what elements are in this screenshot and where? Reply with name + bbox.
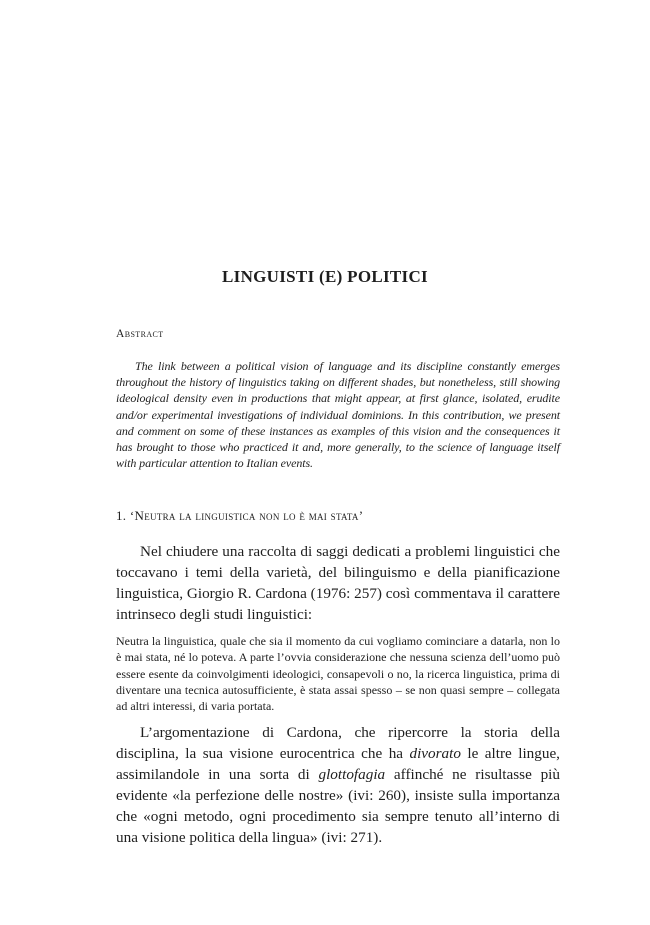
article-title: LINGUISTI (E) POLITICI xyxy=(222,267,428,286)
emphasis-glottofagia: glottofagia xyxy=(318,766,386,783)
body-paragraph-2 xyxy=(116,722,560,848)
paragraph-2-text: affinché ne risultasse più evidente «la perfezione delle nostre» (ivi: 260), insiste sulla importanza che «ogni metodo, ogni procedimento sia sempre tenuto all’interno di una visione politica della lingua» (ivi: 271). xyxy=(116,766,560,846)
abstract-heading: Abstract xyxy=(116,328,164,340)
block-quote: Neutra la linguistica, quale che sia il momento da cui vogliamo cominciare a datarla, non lo è mai stata, né lo poteva. A parte l’ovvia considerazione che nessuna scienza dell’uomo può essere esente da coinvolgimenti ideologici, consapevoli o no, la ricerca linguistica, prima di diventare una tecnica autosufficiente, è stata assai spesso – se non quasi sempre – collegata ad altri interessi, di varia portata. xyxy=(116,634,560,714)
paragraph-2-text: L’argomentazione di Cardona, che ripercorre la storia della disciplina, la sua visione eurocentrica che ha xyxy=(116,724,560,762)
abstract-text: The link between a political vision of language and its discipline constantly emerges throughout the history of linguistics taking on different shades, but nonetheless, still showing ideological density even in productions that might appear, at first glance, isolated, erudite and/or experimental investigations of individual dominions. In this contribution, we present and comment on some of these instances as examples of this vision and the consequences it has brought to those who practiced it and, more generally, to the science of language itself with particular attention to Italian events. xyxy=(116,359,560,471)
emphasis-divorato: divorato xyxy=(409,745,461,762)
paragraph-2-text: le altre lingue, assimilandole in una sorta di xyxy=(116,745,560,783)
section-heading: 1. ‘Neutra la linguistica non lo è mai stata’ xyxy=(116,508,364,523)
body-paragraph-1: Nel chiudere una raccolta di saggi dedicati a problemi linguistici che toccavano i temi della varietà, del bilinguismo e della pianificazione linguistica, Giorgio R. Cardona (1976: 257) così commentava il carattere intrinseco degli studi linguistici: xyxy=(116,543,560,623)
